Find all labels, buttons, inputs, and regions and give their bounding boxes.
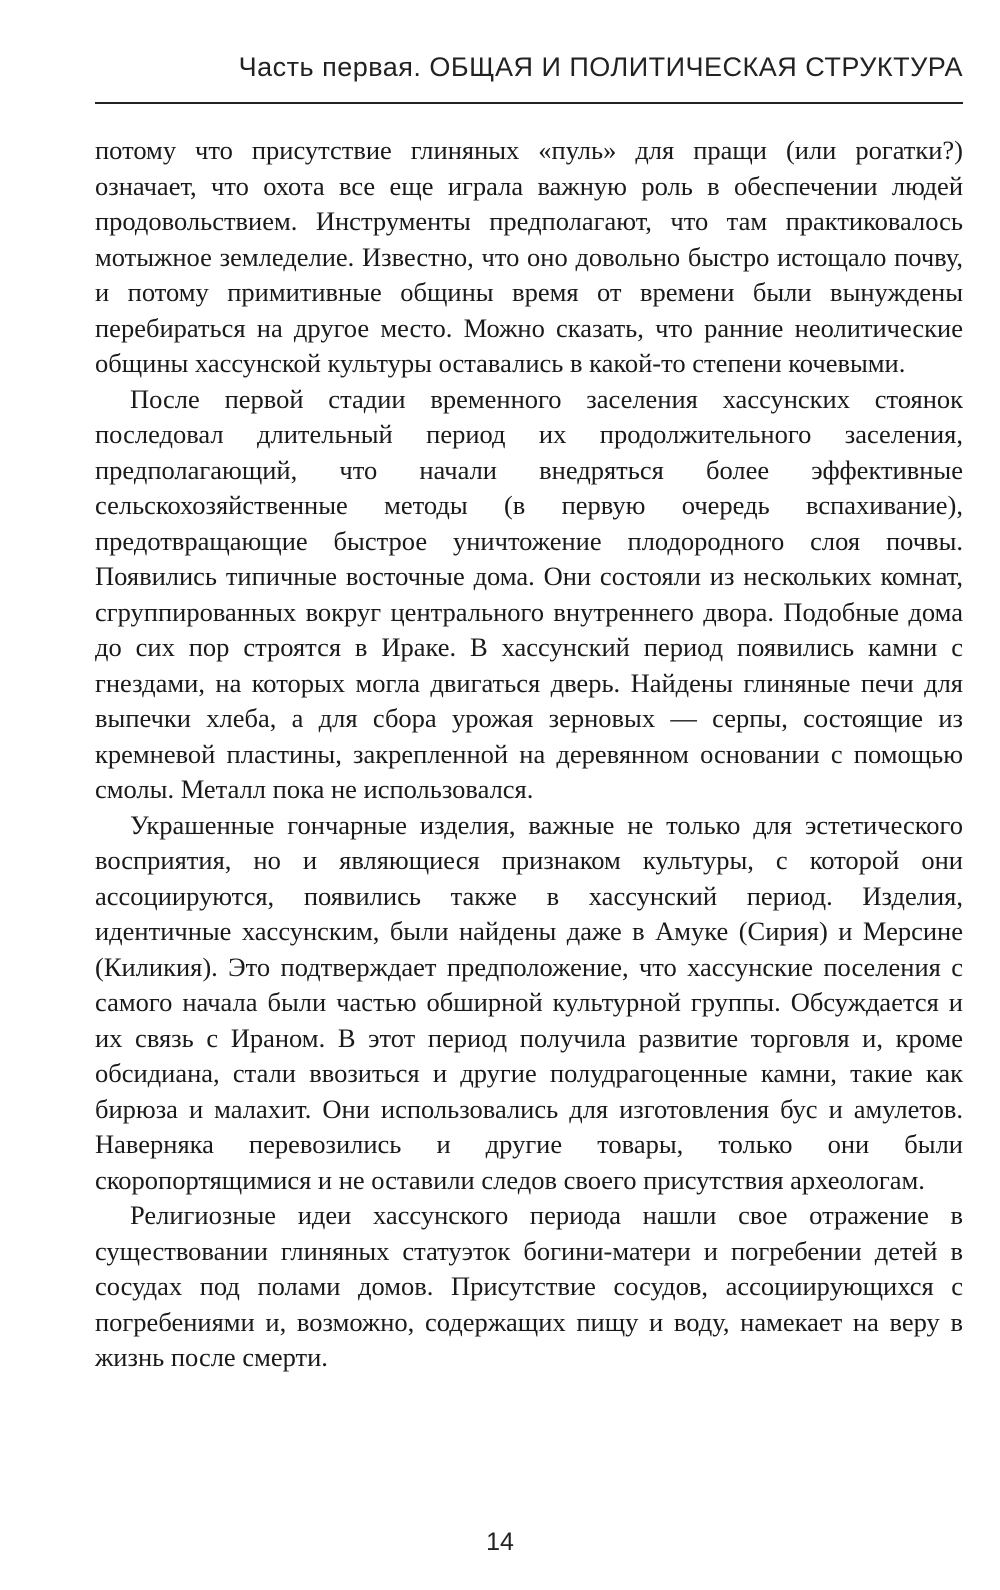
- paragraph: После первой стадии временного заселения хассунских стоянок последовал длительный период их продолжительного заселения, предполагающий, что начали внедряться более эффективные сельскохозяйственные методы (в первую очередь вспахивание), предотвращающие быстрое уничтожение плодородного слоя почвы. Появились типичные восточные дома. Они состояли из нескольких комнат, сгруппированных вокруг центрального внутреннего двора. Подобные дома до сих пор строятся в Ираке. В хассунский период появились камни с гнездами, на которых могла двигаться дверь. Найдены глиняные печи для выпечки хлеба, а для сбора урожая зерновых — серпы, состоящие из кремневой пластины, закрепленной на деревянном основании с помощью смолы. Металл пока не использовался.: [95, 383, 963, 804]
- header-rule: [95, 102, 963, 104]
- page-number: 14: [486, 1528, 514, 1556]
- running-head: Часть первая. ОБЩАЯ И ПОЛИТИЧЕСКАЯ СТРУКТУРА: [238, 52, 963, 82]
- paragraph: потому что присутствие глиняных «пуль» для пращи (или рогатки?) означает, что охота все еще играла важную роль в обеспечении людей продовольствием. Инструменты предполагают, что там практиковалось мотыжное земледелие. Известно, что оно довольно быстро истощало почву, и потому примитивные общины время от времени были вынуждены перебираться на другое место. Можно сказать, что ранние неолитические общины хассунской культуры оставались в какой-то степени кочевыми.: [95, 135, 963, 378]
- paragraph: Украшенные гончарные изделия, важные не только для эстетического восприятия, но и являющиеся признаком культуры, с которой они ассоциируются, появились также в хассунский период. Изделия, идентичные хассунским, были найдены даже в Амуке (Сирия) и Мерсине (Киликия). Это подтверждает предположение, что хассунские поселения с самого начала были частью обширной культурной группы. Обсуждается и их связь с Ираном. В этот период получила развитие торговля и, кроме обсидиана, стали ввозиться и другие полудрагоценные камни, такие как бирюза и малахит. Они использовались для изготовления бус и амулетов. Наверняка перевозились и другие товары, только они были скоропортящимися и не оставили следов своего присутствия археологам.: [95, 809, 963, 1195]
- body-text: [95, 133, 963, 1376]
- paragraph: Религиозные идеи хассунского периода нашли свое отражение в существовании глиняных статуэток богини-матери и погребении детей в сосудах под полами домов. Присутствие сосудов, ассоциирующихся с погребениями и, возможно, содержащих пищу и воду, намекает на веру в жизнь после смерти.: [95, 1200, 963, 1372]
